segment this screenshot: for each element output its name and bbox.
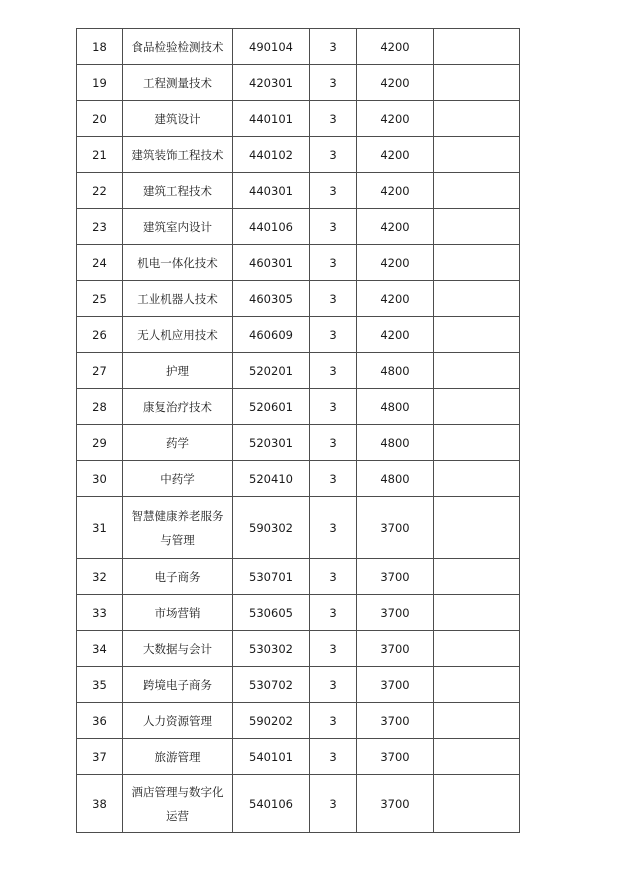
- duration-cell: 3: [310, 245, 357, 281]
- table-row: [77, 101, 520, 137]
- row-number-cell: 30: [77, 461, 123, 497]
- table-row: [77, 703, 520, 739]
- tuition-fee-cell: 3700: [357, 739, 434, 775]
- remark-cell: [434, 497, 520, 559]
- major-name-cell: 药学: [123, 425, 233, 461]
- major-name-cell: 康复治疗技术: [123, 389, 233, 425]
- row-number-cell: 28: [77, 389, 123, 425]
- duration-cell: 3: [310, 173, 357, 209]
- major-name-cell: 建筑工程技术: [123, 173, 233, 209]
- row-number-cell: 25: [77, 281, 123, 317]
- table-row: [77, 739, 520, 775]
- major-code-cell: 440301: [233, 173, 310, 209]
- remark-cell: [434, 353, 520, 389]
- tuition-fee-cell: 4200: [357, 245, 434, 281]
- remark-cell: [434, 775, 520, 833]
- major-code-cell: 530302: [233, 631, 310, 667]
- major-code-cell: 460609: [233, 317, 310, 353]
- duration-cell: 3: [310, 317, 357, 353]
- duration-cell: 3: [310, 595, 357, 631]
- major-code-cell: 530701: [233, 559, 310, 595]
- tuition-fee-cell: 4800: [357, 353, 434, 389]
- tuition-fee-cell: 4800: [357, 425, 434, 461]
- major-name-cell: 电子商务: [123, 559, 233, 595]
- row-number-cell: 18: [77, 29, 123, 65]
- table-row: [77, 137, 520, 173]
- duration-cell: 3: [310, 425, 357, 461]
- row-number-cell: 38: [77, 775, 123, 833]
- remark-cell: [434, 29, 520, 65]
- major-code-cell: 520301: [233, 425, 310, 461]
- table-row: [77, 497, 520, 559]
- major-code-cell: 520201: [233, 353, 310, 389]
- remark-cell: [434, 461, 520, 497]
- table-row: [77, 173, 520, 209]
- table-row: [77, 353, 520, 389]
- tuition-fee-cell: 3700: [357, 667, 434, 703]
- major-name-cell: 食品检验检测技术: [123, 29, 233, 65]
- table-row: [77, 631, 520, 667]
- duration-cell: 3: [310, 101, 357, 137]
- major-code-cell: 520410: [233, 461, 310, 497]
- major-code-cell: 520601: [233, 389, 310, 425]
- major-name-cell: 酒店管理与数字化运营: [123, 775, 233, 833]
- row-number-cell: 19: [77, 65, 123, 101]
- tuition-fee-cell: 4200: [357, 65, 434, 101]
- major-code-cell: 540101: [233, 739, 310, 775]
- major-name-cell: 跨境电子商务: [123, 667, 233, 703]
- row-number-cell: 22: [77, 173, 123, 209]
- remark-cell: [434, 667, 520, 703]
- tuition-fee-cell: 4200: [357, 101, 434, 137]
- tuition-fee-cell: 4200: [357, 29, 434, 65]
- remark-cell: [434, 137, 520, 173]
- major-name-cell: 大数据与会计: [123, 631, 233, 667]
- major-name-cell: 中药学: [123, 461, 233, 497]
- major-name-cell: 建筑设计: [123, 101, 233, 137]
- table-row: [77, 281, 520, 317]
- row-number-cell: 36: [77, 703, 123, 739]
- major-name-cell: 建筑室内设计: [123, 209, 233, 245]
- remark-cell: [434, 739, 520, 775]
- duration-cell: 3: [310, 775, 357, 833]
- major-code-cell: 440106: [233, 209, 310, 245]
- remark-cell: [434, 173, 520, 209]
- remark-cell: [434, 559, 520, 595]
- table-row: [77, 209, 520, 245]
- table-row: [77, 775, 520, 833]
- table-body: [77, 29, 520, 833]
- row-number-cell: 21: [77, 137, 123, 173]
- remark-cell: [434, 595, 520, 631]
- table-row: [77, 65, 520, 101]
- row-number-cell: 26: [77, 317, 123, 353]
- major-name-cell: 护理: [123, 353, 233, 389]
- duration-cell: 3: [310, 137, 357, 173]
- major-name-cell: 机电一体化技术: [123, 245, 233, 281]
- duration-cell: 3: [310, 281, 357, 317]
- tuition-fee-cell: 4800: [357, 461, 434, 497]
- table-row: [77, 29, 520, 65]
- remark-cell: [434, 425, 520, 461]
- tuition-fee-cell: 4200: [357, 209, 434, 245]
- major-code-cell: 460301: [233, 245, 310, 281]
- table-row: [77, 595, 520, 631]
- remark-cell: [434, 245, 520, 281]
- duration-cell: 3: [310, 497, 357, 559]
- major-code-cell: 530702: [233, 667, 310, 703]
- major-name-cell: 智慧健康养老服务与管理: [123, 497, 233, 559]
- table-row: [77, 559, 520, 595]
- duration-cell: 3: [310, 739, 357, 775]
- duration-cell: 3: [310, 667, 357, 703]
- major-code-cell: 590202: [233, 703, 310, 739]
- major-code-cell: 440101: [233, 101, 310, 137]
- remark-cell: [434, 631, 520, 667]
- duration-cell: 3: [310, 461, 357, 497]
- row-number-cell: 32: [77, 559, 123, 595]
- duration-cell: 3: [310, 353, 357, 389]
- tuition-fee-cell: 4200: [357, 317, 434, 353]
- tuition-fee-cell: 4200: [357, 137, 434, 173]
- major-name-cell: 工程测量技术: [123, 65, 233, 101]
- tuition-table: [76, 28, 520, 833]
- row-number-cell: 29: [77, 425, 123, 461]
- tuition-fee-cell: 3700: [357, 497, 434, 559]
- row-number-cell: 34: [77, 631, 123, 667]
- row-number-cell: 24: [77, 245, 123, 281]
- major-code-cell: 540106: [233, 775, 310, 833]
- major-name-cell: 无人机应用技术: [123, 317, 233, 353]
- row-number-cell: 37: [77, 739, 123, 775]
- duration-cell: 3: [310, 389, 357, 425]
- major-code-cell: 530605: [233, 595, 310, 631]
- remark-cell: [434, 101, 520, 137]
- table-row: [77, 245, 520, 281]
- table-row: [77, 667, 520, 703]
- major-code-cell: 440102: [233, 137, 310, 173]
- major-code-cell: 420301: [233, 65, 310, 101]
- duration-cell: 3: [310, 631, 357, 667]
- remark-cell: [434, 389, 520, 425]
- tuition-fee-cell: 3700: [357, 775, 434, 833]
- row-number-cell: 23: [77, 209, 123, 245]
- duration-cell: 3: [310, 65, 357, 101]
- table-row: [77, 461, 520, 497]
- tuition-fee-cell: 3700: [357, 703, 434, 739]
- duration-cell: 3: [310, 29, 357, 65]
- major-name-cell: 建筑装饰工程技术: [123, 137, 233, 173]
- tuition-fee-cell: 3700: [357, 595, 434, 631]
- major-name-cell: 工业机器人技术: [123, 281, 233, 317]
- remark-cell: [434, 65, 520, 101]
- row-number-cell: 33: [77, 595, 123, 631]
- major-code-cell: 460305: [233, 281, 310, 317]
- tuition-fee-cell: 4200: [357, 173, 434, 209]
- major-name-cell: 旅游管理: [123, 739, 233, 775]
- table-row: [77, 425, 520, 461]
- remark-cell: [434, 281, 520, 317]
- major-code-cell: 490104: [233, 29, 310, 65]
- remark-cell: [434, 703, 520, 739]
- table-row: [77, 389, 520, 425]
- major-code-cell: 590302: [233, 497, 310, 559]
- remark-cell: [434, 317, 520, 353]
- duration-cell: 3: [310, 703, 357, 739]
- row-number-cell: 20: [77, 101, 123, 137]
- major-name-cell: 人力资源管理: [123, 703, 233, 739]
- row-number-cell: 35: [77, 667, 123, 703]
- tuition-fee-cell: 4200: [357, 281, 434, 317]
- row-number-cell: 31: [77, 497, 123, 559]
- table-row: [77, 317, 520, 353]
- major-name-cell: 市场营销: [123, 595, 233, 631]
- remark-cell: [434, 209, 520, 245]
- tuition-fee-cell: 3700: [357, 631, 434, 667]
- duration-cell: 3: [310, 559, 357, 595]
- row-number-cell: 27: [77, 353, 123, 389]
- duration-cell: 3: [310, 209, 357, 245]
- tuition-fee-cell: 3700: [357, 559, 434, 595]
- tuition-fee-cell: 4800: [357, 389, 434, 425]
